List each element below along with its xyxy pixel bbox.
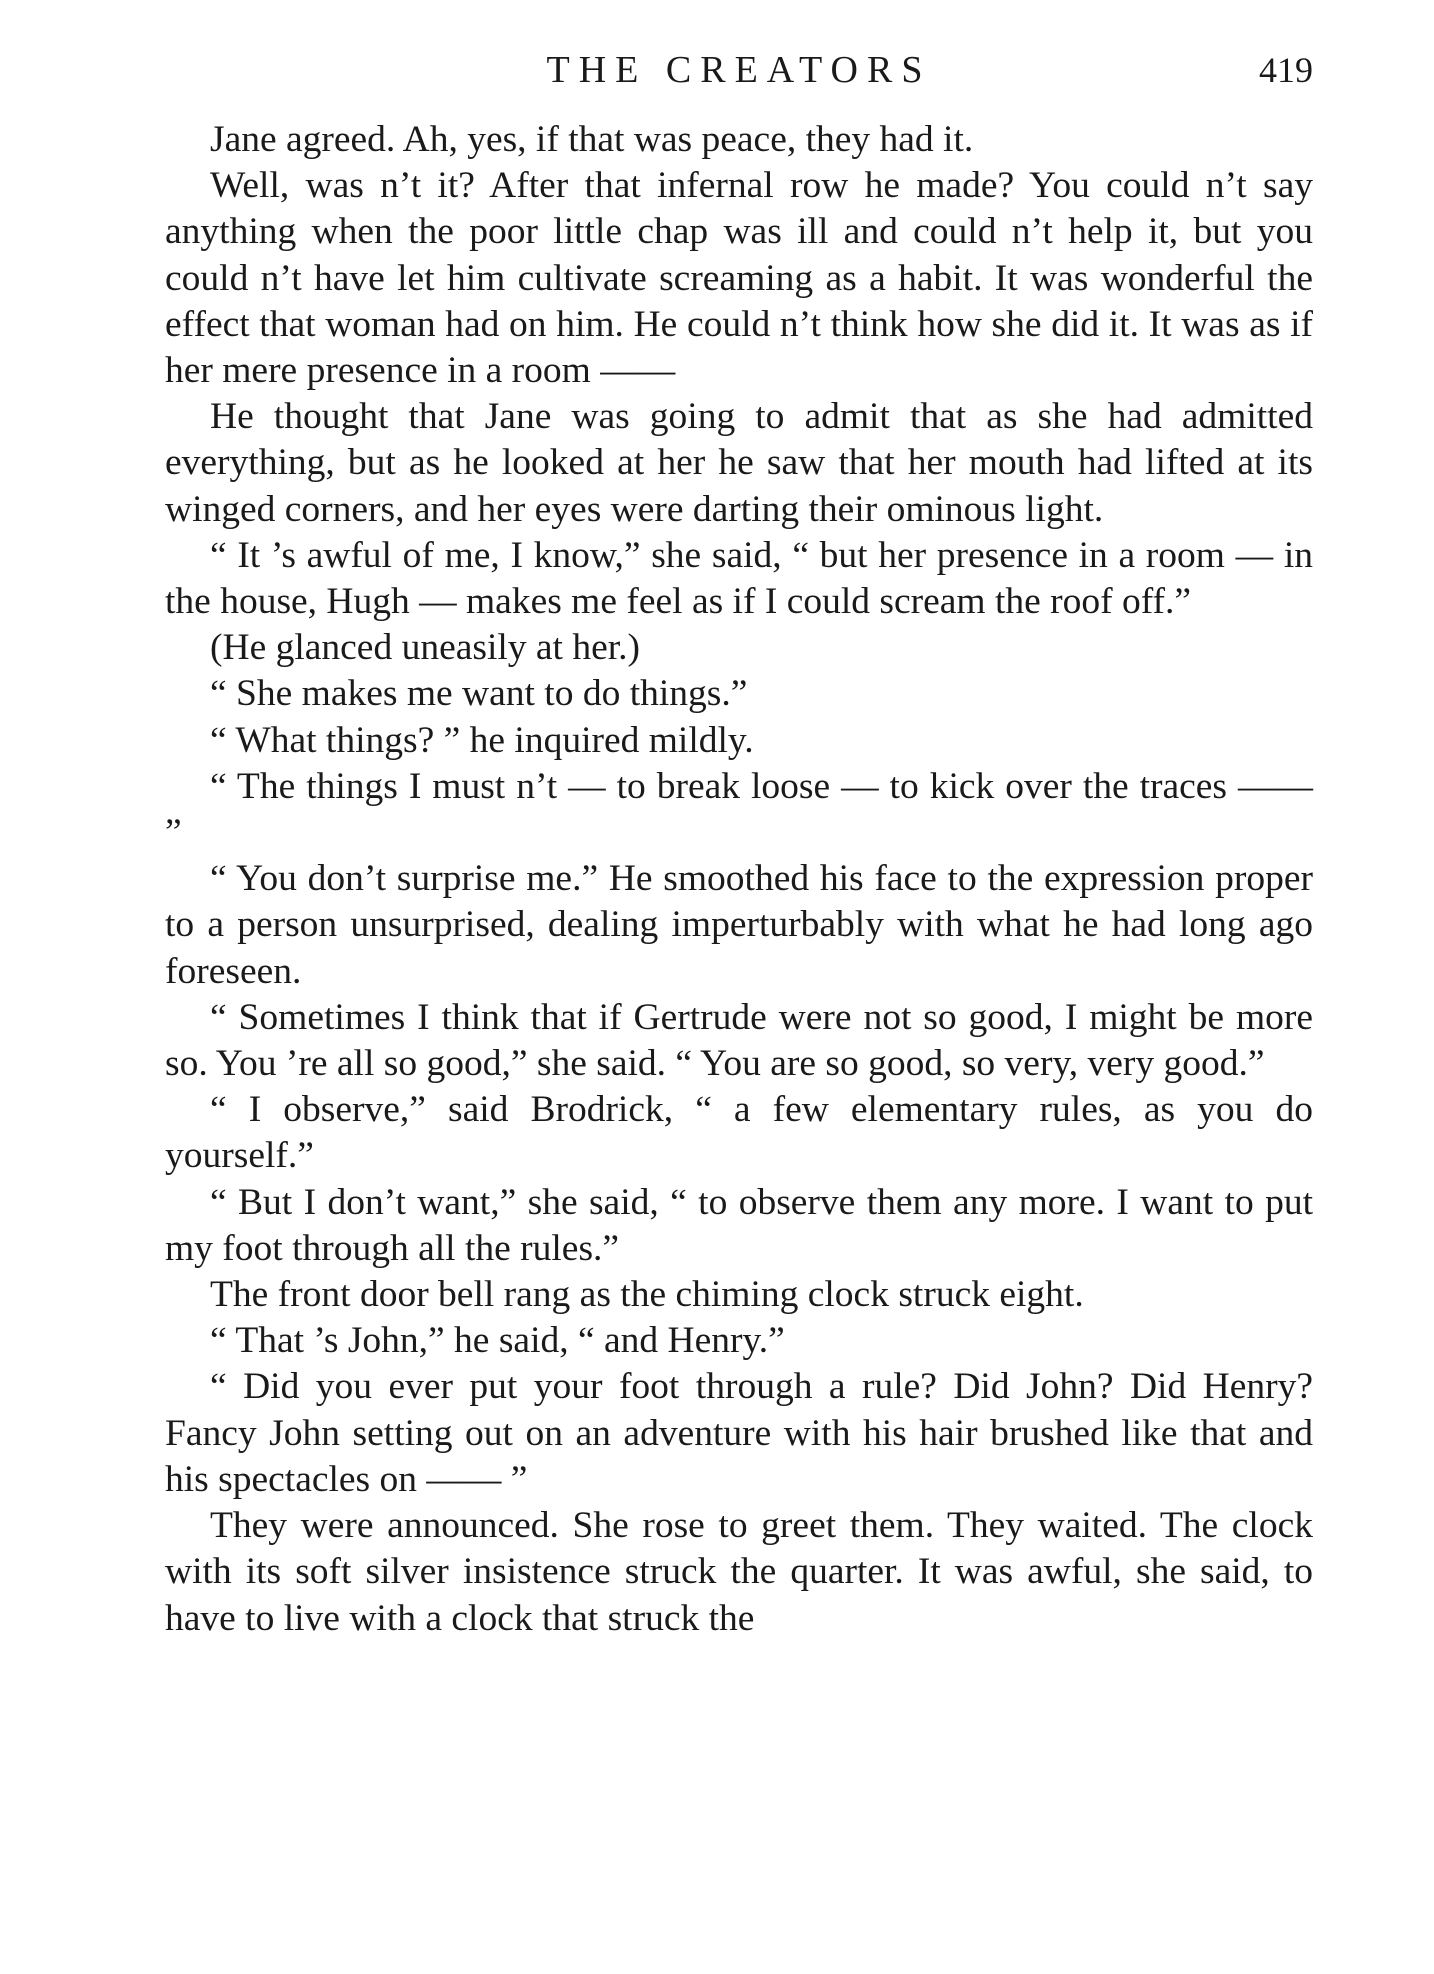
paragraph: (He glanced uneasily at her.) xyxy=(210,627,641,669)
paragraph: “ What things? ” he inquired mildly. xyxy=(210,719,754,761)
paragraph: “ The things I must n’t — to break loose — to kick over the traces —— ” xyxy=(165,765,1313,854)
paragraph: He thought that Jane was going to admit that as she had admitted everything, but as he looked at her he saw that her mouth had lifted at its winged corners, and her eyes were darting their ominous light. xyxy=(165,396,1313,530)
paragraph: The front door bell rang as the chiming clock struck eight. xyxy=(210,1274,1084,1316)
body-text xyxy=(165,117,1313,1642)
running-header xyxy=(165,45,1313,95)
paragraph: “ It ’s awful of me, I know,” she said, “ but her presence in a room — in the house, Hugh — makes me feel as if I could scream the roof off.” xyxy=(165,534,1313,623)
paragraph: “ She makes me want to do things.” xyxy=(210,673,748,715)
paragraph: They were announced. She rose to greet them. They waited. The clock with its soft silver insistence struck the quarter. It was awful, she said, to have to live with a clock that struck the xyxy=(165,1505,1313,1639)
book-page xyxy=(165,45,1313,1642)
page-number: 419 xyxy=(1259,50,1313,90)
paragraph: “ That ’s John,” he said, “ and Henry.” xyxy=(210,1320,785,1362)
paragraph: “ But I don’t want,” she said, “ to observe them any more. I want to put my foot through all the rules.” xyxy=(165,1181,1313,1269)
running-title: THE CREATORS xyxy=(546,49,932,91)
paragraph: Well, was n’t it? After that infernal row he made? You could n’t say anything when the poor little chap was ill and could n’t help it, but you could n’t have let him cultivate screaming as a habit. It was wonderful the effect that woman had on him. He could n’t think how she did it. It was as if her mere presence in a room —— xyxy=(165,165,1313,392)
paragraph: “ Sometimes I think that if Gertrude were not so good, I might be more so. You ’re all so good,” she said. “ You are so good, so very, very good.” xyxy=(165,996,1313,1085)
paragraph: “ Did you ever put your foot through a rule? Did John? Did Henry? Fancy John setting out on an adventure with his hair brushed like that and his spectacles on —— ” xyxy=(165,1366,1313,1500)
paragraph: “ I observe,” said Brodrick, “ a few elementary rules, as you do yourself.” xyxy=(165,1089,1313,1177)
paragraph: Jane agreed. Ah, yes, if that was peace, they had it. xyxy=(210,119,974,160)
paragraph: “ You don’t surprise me.” He smoothed his face to the expression proper to a person unsurprised, dealing imperturbably with what he had long ago foreseen. xyxy=(165,858,1313,992)
